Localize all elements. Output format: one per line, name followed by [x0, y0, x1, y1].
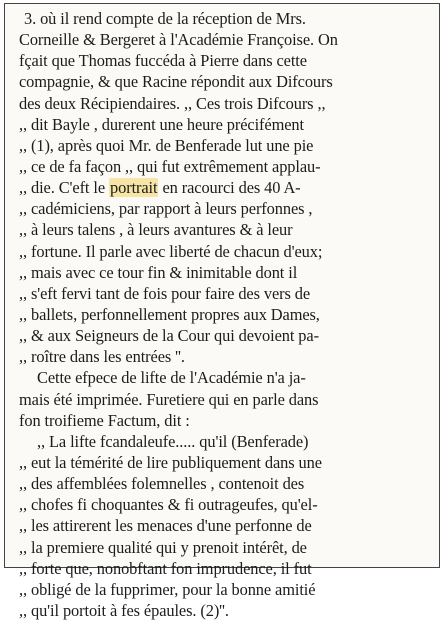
text-line — [19, 93, 435, 114]
text-line — [19, 177, 435, 198]
text-segment: ,, qu'il portoit à fes épaules. (2)''. — [19, 600, 229, 620]
text-line — [19, 50, 435, 71]
text-segment: ,, forte que, nonobftant fon imprudence, il fut — [19, 558, 312, 578]
text-segment: des deux Récipiendaires. ,, Ces trois Difcours ,, — [19, 93, 326, 113]
text-segment: en racourci des 40 A- — [158, 178, 301, 198]
text-segment: ,, des affemblées folemnelles , contenoit des — [19, 474, 305, 494]
book-page — [4, 3, 440, 620]
text-segment: compagnie, & que Racine répondit aux Difcours — [19, 72, 333, 92]
text-segment: ,, cadémiciens, par rapport à leurs perfonnes , — [19, 199, 313, 219]
text-segment: Corneille & Bergeret à l'Académie Françoise. On — [19, 30, 338, 50]
text-segment: ,, fortune. Il parle avec liberté de chacun d'eux; — [19, 241, 323, 261]
text-segment: ,, s'eft fervi tant de fois pour faire des vers de — [19, 283, 311, 303]
text-line — [19, 156, 435, 177]
text-segment: ,, La lifte fcandaleufe..... qu'il (Benferade) — [37, 431, 309, 451]
text-segment: ,, obligé de la fupprimer, pour la bonne amitié — [19, 579, 316, 599]
text-line — [19, 304, 435, 325]
text-line — [19, 452, 435, 473]
text-segment: mais été imprimée. Furetiere qui en parle dans — [19, 389, 319, 409]
text-line — [19, 135, 435, 156]
text-line — [19, 219, 435, 240]
text-segment: fçait que Thomas fuccéda à Pierre dans cette — [19, 51, 307, 71]
text-line — [19, 537, 435, 558]
text-line — [19, 346, 435, 367]
text-line — [19, 494, 435, 515]
text-line — [19, 410, 435, 431]
text-line — [19, 473, 435, 494]
text-line — [19, 241, 435, 262]
text-segment: 3. où il rend compte de la réception de Mrs. — [24, 9, 306, 28]
page-text — [19, 8, 435, 621]
text-segment: ,, (1), après quoi Mr. de Benferade lut une pie — [19, 135, 314, 155]
text-line — [19, 325, 435, 346]
highlighted-word: portrait — [110, 178, 158, 198]
text-line — [19, 431, 435, 452]
text-segment: fon troifieme Factum, dit : — [19, 410, 190, 430]
text-line — [19, 29, 435, 50]
text-line — [19, 389, 435, 410]
text-line — [19, 114, 435, 135]
text-segment: ,, ce de fa façon ,, qui fut extrêmement applau- — [19, 156, 321, 176]
text-segment: ,, mais avec ce tour fin & inimitable dont il — [19, 262, 298, 282]
text-segment: ,, à leurs talens , à leurs avantures & à leur — [19, 220, 293, 240]
text-line — [19, 558, 435, 579]
text-line — [19, 367, 435, 388]
text-line — [19, 8, 435, 29]
text-segment: ,, la premiere qualité qui y prenoit intérêt, de — [19, 537, 307, 557]
text-line — [19, 198, 435, 219]
text-segment: ,, ballets, perfonnellement propres aux Dames, — [19, 304, 320, 324]
text-line — [19, 283, 435, 304]
text-segment: Cette efpece de lifte de l'Académie n'a ja- — [37, 368, 306, 388]
text-segment: ,, & aux Seigneurs de la Cour qui devoient pa- — [19, 326, 319, 346]
text-segment: ,, eut la témérité de lire publiquement dans une — [19, 452, 322, 472]
text-line — [19, 262, 435, 283]
text-segment: ,, chofes fi choquantes & fi outrageufes, qu'el- — [19, 495, 318, 515]
text-line — [19, 600, 435, 621]
text-line — [19, 579, 435, 600]
text-segment: ,, roître dans les entrées ''. — [19, 347, 185, 367]
text-segment: ,, dit Bayle , durerent une heure précifément — [19, 114, 304, 134]
text-segment: ,, les attirerent les menaces d'une perfonne de — [19, 516, 312, 536]
text-line — [19, 515, 435, 536]
text-segment: ,, die. C'eft le — [19, 178, 110, 198]
text-line — [19, 71, 435, 92]
